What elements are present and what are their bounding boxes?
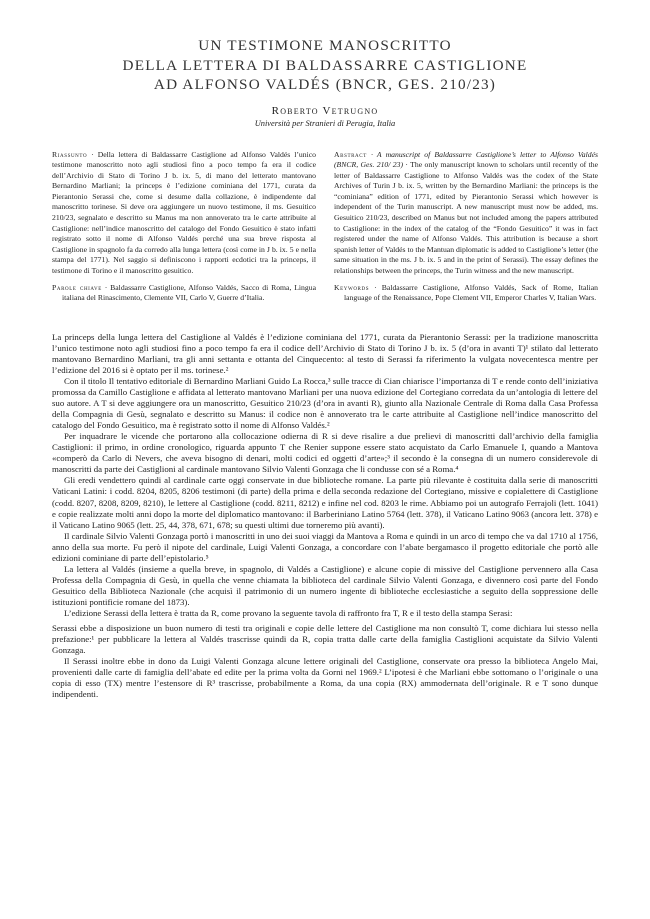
abstract-it-text: · Della lettera di Baldassarre Castiglione ad Alfonso Valdés l’unico testimone manoscritto noto agli studiosi fino a poco tempo fa era il codice dell’Archivio di Stato di Torino J b. ix. 5, di mano del letterato mantovano Bernardino Marliani; la princeps è l’edizione cominiana del 1771, curata da Pierantonio Serassi che, come si desume dalla collazione, è indipendente dal manoscritto torinese. Si deve ora aggiungere un nuovo testimone, il ms. Gesuitico 210/23, segnalato e descritto su Manus ma non annoverato tra le carte attribuite al Castiglione: nell’indice manoscritto del catalogo del Fondo Gesuitico è stato infatti registrato sotto il nome di Alfonso Valdés perché una sua breve risposta al Castiglione in spagnolo fa da corredo alla lunga lettera (così come in J b. ix. 5 e nella stampa del 1771). Nel saggio si definiscono i rapporti ecdotici tra la princeps, il testimone di Torino e il manoscritto gesuitico.: [52, 149, 316, 276]
abstract-en-text: · The only manuscript known to scholars until recently of the letter of Baldassarre Castiglione to Alfonso Valdés was the codex of the State Archives of Turin J b. ix. 5, written by the Bernardino Marliani: the princeps is the “cominiana” edition of 1771, edited by Pierantonio Serassi which however is independent of the Turin manuscript. A new manuscript must now be added, ms. Gesuitico 210/23, described on Manus but not included among the papers attributed to Castiglione: in the index of the catalog of the “Fondo Gesuitico” it was in fact registered under the name of Alfonso Valdés. This attribution is because a short spanish letter of Valdés to the Mantuan diplomatic is added to Castiglione’s letter (the same situation in the ms. J b. ix. 5 and in the print of Serassi). The essay defines the relationships between the princeps, the Turin witness and the new manuscript.: [334, 160, 598, 276]
abstract-en-title: · A manuscript of Baldassarre Castiglione’s letter to Alfonso Valdés (BNCR, Ges. 210/ 23): [334, 149, 598, 170]
paragraph-4: Gli eredi vendettero quindi al cardinale carte oggi conservate in due biblioteche romane. La parte più rilevante è costituita dalla serie di manoscritti Vaticani Latini: i codd. 8204, 8205, 8206 testimoni (di parte) della prima e della seconda redazione del Cortegiano, missive e copialettere di Castiglione (codd. 8207, 8208, 8209, 8210), le lettere al Castiglione (codd. 8211, 8212) e infine nel cod. 8203 le rime. Abbiamo poi un autografo Ferrajoli (lett. 1041) e copie realizzate molti anni dopo la morte del diplomatico mantovano: il Barberiniano Latino 5764 (lett. 378), il Vaticano Latino 9063 (ancora lett. 378) e il Vaticano Latino 9065 (lett. 25, 44, 378, 671, 678; su questi ultimi due torneremo più avanti).: [52, 475, 598, 530]
abstract-italian: [52, 150, 316, 304]
keywords-it-label: Parole chiave: [52, 282, 102, 292]
title-line-2: DELLA LETTERA DI BALDASSARRE CASTIGLIONE: [122, 56, 528, 74]
paragraph-2: Con il titolo Il tentativo editoriale di Bernardino Marliani Guido La Rocca,³ sulle tracce di Cian chiarisce l’importanza di T e rende conto dell’iniziativa promossa da Camillo Castiglione e affidata al letterato mantovano Marliani per una nuova edizione del Cortegiano corredata da un’antologia di lettere del suo autore. A T si deve aggiungere ora un manoscritto, Gesuitico 210/23 (d’ora in avanti R), giunto alla Nazionale Centrale di Roma dalla Casa Professa della Compagnia di Gesù, segnalato e descritto su Manus: il codice non è annoverato tra le carte attribuite al Castiglione nell’indice manoscritto del catalogo del Fondo Gesuitico, ma è registrato sotto il nome di Alfonso Valdés.²: [52, 376, 598, 431]
keywords-en-label: Keywords: [334, 282, 370, 292]
article-title: [52, 0, 598, 95]
abstract-english: [334, 150, 598, 304]
paragraph-8: Serassi ebbe a disposizione un buon numero di testi tra originali e copie delle lettere del Castiglione ma non consultò T, come dichiara lui stesso nella prefazione:¹ per pubblicare la lettera al Valdés trascrisse quindi da R, copia tratta dalle carte della famiglia Castiglioni acquistate da Silvio Valenti Gonzaga.: [52, 623, 598, 656]
title-line-3: AD ALFONSO VALDÉS (BNCR, GES. 210/23): [153, 76, 497, 93]
title-line-1: UN TESTIMONE MANOSCRITTO: [198, 37, 452, 54]
paragraph-6: La lettera al Valdés (insieme a quella breve, in spagnolo, di Valdés a Castiglione) e alcune copie di missive del Castiglione pervennero alla Casa Professa della Compagnia di Gesù, in quella che venne chiamata la biblioteca del cardinale Silvio Valenti Gonzaga, e divennero così parte del Fondo Gesuitico della Biblioteca Nazionale (che acquisì il patrimonio di un numero ingente di biblioteche ecclesiastiche a seguito della soppressione delle istituzioni pontificie romane del 1873).: [52, 563, 598, 607]
abstract-it-label: Riassunto: [52, 149, 88, 159]
abstract-en-label: Abstract: [334, 149, 367, 159]
paragraph-7: L’edizione Serassi della lettera è tratta da R, come provano la seguente tavola di raffronto fra T, R e il testo della stampa Serasi:: [64, 607, 513, 618]
author-name: Roberto Vetrugno: [271, 104, 379, 117]
abstracts: [52, 150, 598, 304]
article-body: [52, 332, 598, 701]
paragraph-1: La princeps della lunga lettera del Castiglione al Valdés è l’edizione cominiana del 1771, curata da Pierantonio Serassi: per la tradizione manoscritta l’unico testimone noto agli studiosi fino a poco tempo fa era il codice dell’Archivio di Stato di Torino J b. ix. 5 (d’ora in avanti T)¹ stilato dal letterato mantovano Bernardino Marliani, tra gli anni settanta e ottanta del Cinquecento: al testo di Serassi fa riferimento la vulgata novecentesca mentre per l’edizione del 2016 si è optato per il ms. torinese.²: [52, 331, 598, 375]
keywords-it-text: · Baldassarre Castiglione, Alfonso Valdés, Sacco di Roma, Lingua italiana del Rinascimento, Clemente VII, Carlo V, Guerre d’Italia.: [62, 282, 316, 303]
paragraph-3: Per inquadrare le vicende che portarono alla collocazione odierna di R si deve risalire a due prelievi di manoscritti dall’archivio della famiglia Castiglioni: il primo, in ordine cronologico, riguarda appunto T che Renier suppone essere stato acquistato da Carlo Emanuele I, quando a Mantova «comperò da Carlo di Nevers, che aveva bisogno di denari, molti codici ed oggetti d’arte»;³ il secondo è la consegna di un numero considerevole di manoscritti da parte dei Castiglioni al cardinale mantovano Silvio Valenti Gonzaga che li condusse con sé a Roma.⁴: [52, 431, 598, 475]
abstract-it-body: [52, 150, 316, 277]
paragraph-5: Il cardinale Silvio Valenti Gonzaga portò i manoscritti in uno dei suoi viaggi da Mantova a Roma e quindi in un arco di tempo che va dal 1710 al 1756, anno della sua morte. Fu però il nipote del cardinale, Luigi Valenti Gonzaga, a concordare con l’abate bergamasco il progetto editoriale che portò alle edizioni cominiane di parte dell’epistolario.⁵: [52, 530, 598, 563]
abstract-en-body: [334, 150, 598, 277]
keywords-it: [52, 283, 316, 304]
paragraph-9: Il Serassi inoltre ebbe in dono da Luigi Valenti Gonzaga alcune lettere originali del Castiglione, conservate ora presso la biblioteca Angelo Mai, provenienti dalle carte di famiglia dell’abate ed edite per la prima volta da Gorni nel 1969.² L’ipotesi è che Marliani ebbe sottomano o l’originale o una copia di esso (TX) mentre l’estensore di R³ trascrisse, probabilmente a Roma, da una copia (RX) ammodernata dell’originale. R e T sono dunque indipendenti.: [52, 656, 598, 700]
author-affiliation: Università per Stranieri di Perugia, Italia: [254, 118, 396, 128]
keywords-en-text: · Baldassarre Castiglione, Alfonso Valdés, Sack of Rome, Italian language of the Renaissance, Pope Clement VII, Emperor Charles V, Italian Wars.: [344, 282, 598, 303]
keywords-en: [334, 283, 598, 304]
